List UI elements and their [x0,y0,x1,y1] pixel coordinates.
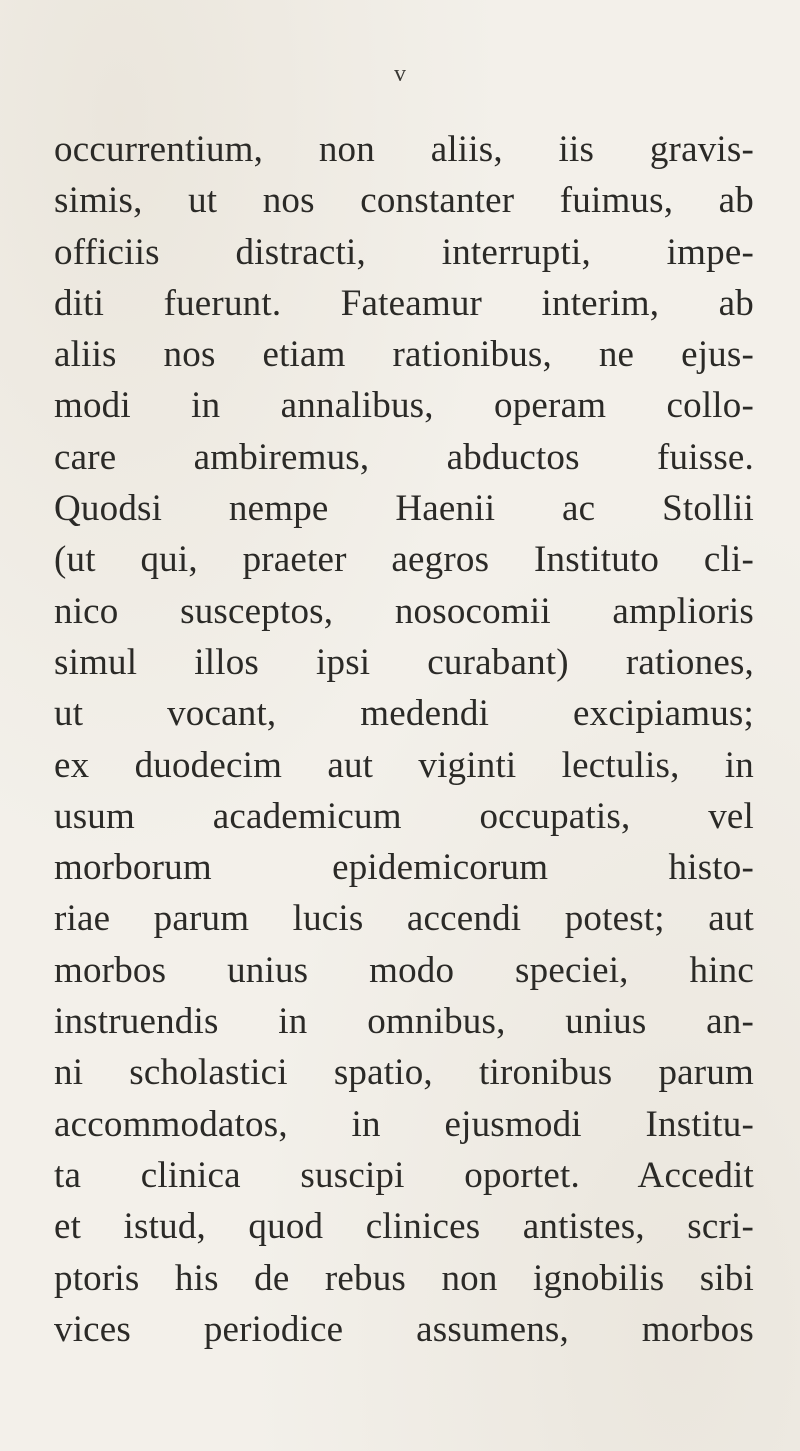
text-line: aliis nos etiam rationibus, ne ejus- [54,334,754,376]
text-line: ex duodecim aut viginti lectulis, in [54,744,754,786]
text-line: et istud, quod clinices antistes, scri- [54,1206,754,1248]
text-line: care ambiremus, abductos fuisse. [54,436,754,478]
text-line: Quodsi nempe Haenii ac Stollii [54,488,754,530]
text-line: nico susceptos, nosocomii amplioris [54,590,754,632]
text-line: usum academicum occupatis, vel [54,795,754,837]
text-line: morborum epidemicorum histo- [54,847,754,889]
text-line: ptoris his de rebus non ignobilis sibi [54,1257,754,1299]
text-line: riae parum lucis accendi potest; aut [54,898,754,940]
text-line: simis, ut nos constanter fuimus, ab [54,180,754,222]
text-line: diti fuerunt. Fateamur interim, ab [54,282,754,324]
text-line: ta clinica suscipi oportet. Accedit [54,1154,754,1196]
text-line: modi in annalibus, operam collo- [54,385,754,427]
body-text [54,124,754,1355]
text-line: (ut qui, praeter aegros Instituto cli- [54,539,754,581]
text-line: occurrentium, non aliis, iis gravis- [54,129,754,170]
text-line: accommodatos, in ejusmodi Institu- [54,1103,754,1145]
text-line: instruendis in omnibus, unius an- [54,1001,754,1043]
text-line: simul illos ipsi curabant) rationes, [54,641,754,683]
text-line: ni scholastici spatio, tironibus parum [54,1052,754,1094]
text-line: officiis distracti, interrupti, impe- [54,231,754,273]
text-line: ut vocant, medendi excipiamus; [54,693,754,735]
text-line: morbos unius modo speciei, hinc [54,949,754,991]
page-signature: v [394,61,406,87]
text-line: vices periodice assumens, morbos [54,1308,754,1350]
